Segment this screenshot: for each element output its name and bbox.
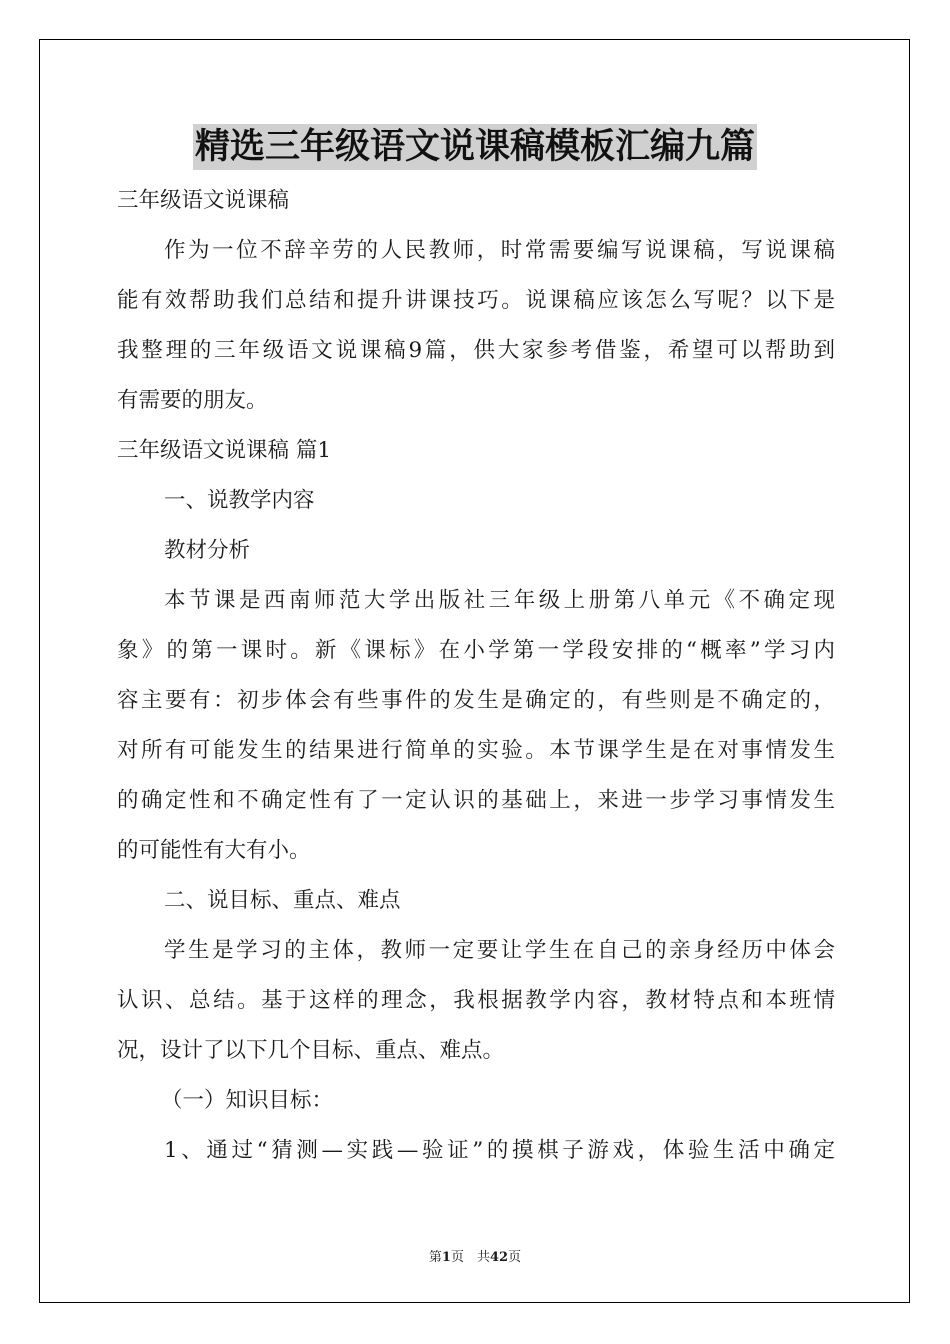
text-line: 有需要的朋友。: [117, 388, 268, 413]
text-line: 一、说教学内容: [164, 488, 315, 513]
document-body: [117, 176, 835, 1176]
text-line: 的确定性和不确定性有了一定认识的基础上，来进一步学习事情发生: [117, 788, 835, 813]
text-line: 容主要有：初步体会有些事件的发生是确定的，有些则是不确定的，: [117, 688, 835, 713]
text-line: 学生是学习的主体，教师一定要让学生在自己的亲身经历中体会: [164, 938, 835, 963]
text-line: （一）知识目标：: [161, 1088, 334, 1113]
footer-middle: 页 共: [450, 1250, 490, 1265]
text-line: 能有效帮助我们总结和提升讲课技巧。说课稿应该怎么写呢？以下是: [117, 288, 835, 313]
text-line: 的可能性有大有小。: [117, 838, 311, 863]
text-line: 教材分析: [164, 538, 251, 563]
text-line: 三年级语文说课稿 篇1: [117, 438, 332, 463]
text-line: 我整理的三年级语文说课稿9篇，供大家参考借鉴，希望可以帮助到: [117, 338, 835, 363]
text-line: 二、说目标、重点、难点: [164, 888, 401, 913]
page-footer: [0, 1246, 950, 1265]
footer-suffix: 页: [508, 1250, 522, 1265]
text-line: 本节课是西南师范大学出版社三年级上册第八单元《不确定现: [164, 588, 835, 613]
document-title-wrap: [0, 124, 950, 172]
document-title: 精选三年级语文说课稿模板汇编九篇: [193, 124, 757, 170]
text-line: 作为一位不辞辛劳的人民教师，时常需要编写说课稿，写说课稿: [164, 238, 835, 263]
text-line: 况，设计了以下几个目标、重点、难点。: [117, 1038, 505, 1063]
footer-prefix: 第: [428, 1250, 442, 1265]
text-line: 三年级语文说课稿: [117, 188, 290, 213]
text-line: 象》的第一课时。新《课标》在小学第一学段安排的“概率”学习内: [117, 638, 835, 663]
text-line: 对所有可能发生的结果进行简单的实验。本节课学生是在对事情发生: [117, 738, 835, 763]
footer-page-number: 1: [441, 1250, 451, 1265]
footer-total-pages: 42: [489, 1250, 509, 1265]
text-line: 1、通过“猜测—实践—验证”的摸棋子游戏，体验生活中确定: [164, 1138, 835, 1163]
text-line: 认识、总结。基于这样的理念，我根据教学内容，教材特点和本班情: [117, 988, 835, 1013]
